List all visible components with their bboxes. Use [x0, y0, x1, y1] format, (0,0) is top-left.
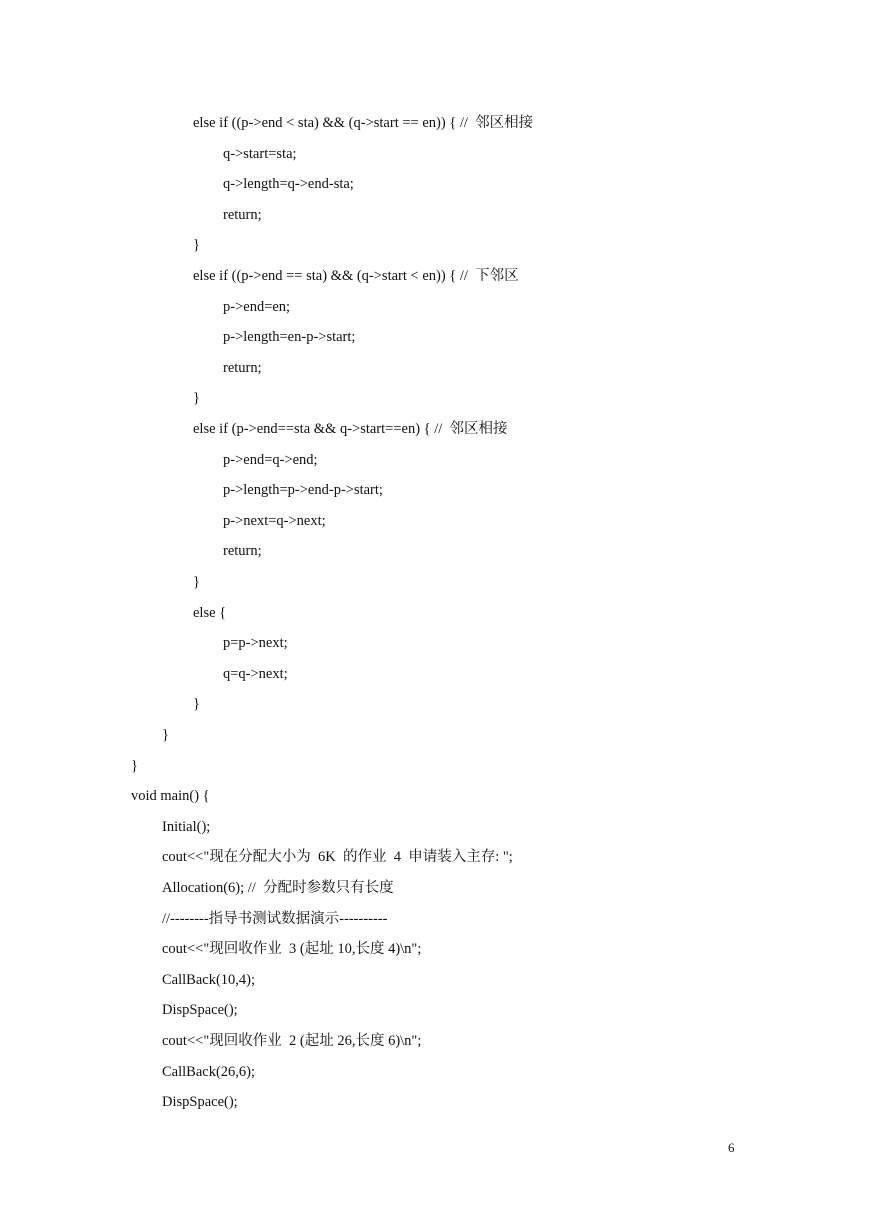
code-line: DispSpace(); [162, 1002, 238, 1018]
code-line: p->next=q->next; [223, 513, 326, 529]
code-line: q->start=sta; [223, 146, 297, 162]
code-line: p->end=q->end; [223, 452, 318, 468]
code-line: void main() { [131, 788, 210, 804]
code-line: } [162, 727, 169, 743]
code-line: } [131, 758, 138, 774]
code-line: CallBack(10,4); [162, 972, 256, 988]
code-line: p->length=en-p->start; [223, 329, 356, 345]
code-line: } [193, 574, 200, 590]
code-line: } [193, 390, 200, 406]
code-line: else if ((p->end == sta) && (q->start < en)) { // 下邻区 [193, 268, 519, 284]
code-line: else { [193, 605, 227, 621]
code-line: return; [223, 543, 262, 559]
code-line: p->end=en; [223, 299, 291, 315]
code-line: DispSpace(); [162, 1094, 238, 1110]
code-line: q=q->next; [223, 666, 288, 682]
code-line: return; [223, 360, 262, 376]
code-line: q->length=q->end-sta; [223, 176, 354, 192]
code-line: Initial(); [162, 819, 211, 835]
code-line: p=p->next; [223, 635, 288, 651]
code-line: } [193, 237, 200, 253]
code-line: else if ((p->end < sta) && (q->start == en)) { // 邻区相接 [193, 115, 534, 131]
code-line: Allocation(6); // 分配时参数只有长度 [162, 880, 394, 896]
code-line: CallBack(26,6); [162, 1064, 256, 1080]
code-line: return; [223, 207, 262, 223]
code-line: p->length=p->end-p->start; [223, 482, 383, 498]
code-line: //--------指导书测试数据演示---------- [162, 911, 388, 927]
code-line: } [193, 696, 200, 712]
code-line: cout<<"现回收作业 2 (起址 26,长度 6)\n"; [162, 1033, 422, 1049]
code-line: else if (p->end==sta && q->start==en) { // 邻区相接 [193, 421, 508, 437]
page-number: 6 [728, 1140, 735, 1155]
code-line: cout<<"现回收作业 3 (起址 10,长度 4)\n"; [162, 941, 422, 957]
code-line: cout<<"现在分配大小为 6K 的作业 4 申请装入主存: "; [162, 849, 513, 865]
